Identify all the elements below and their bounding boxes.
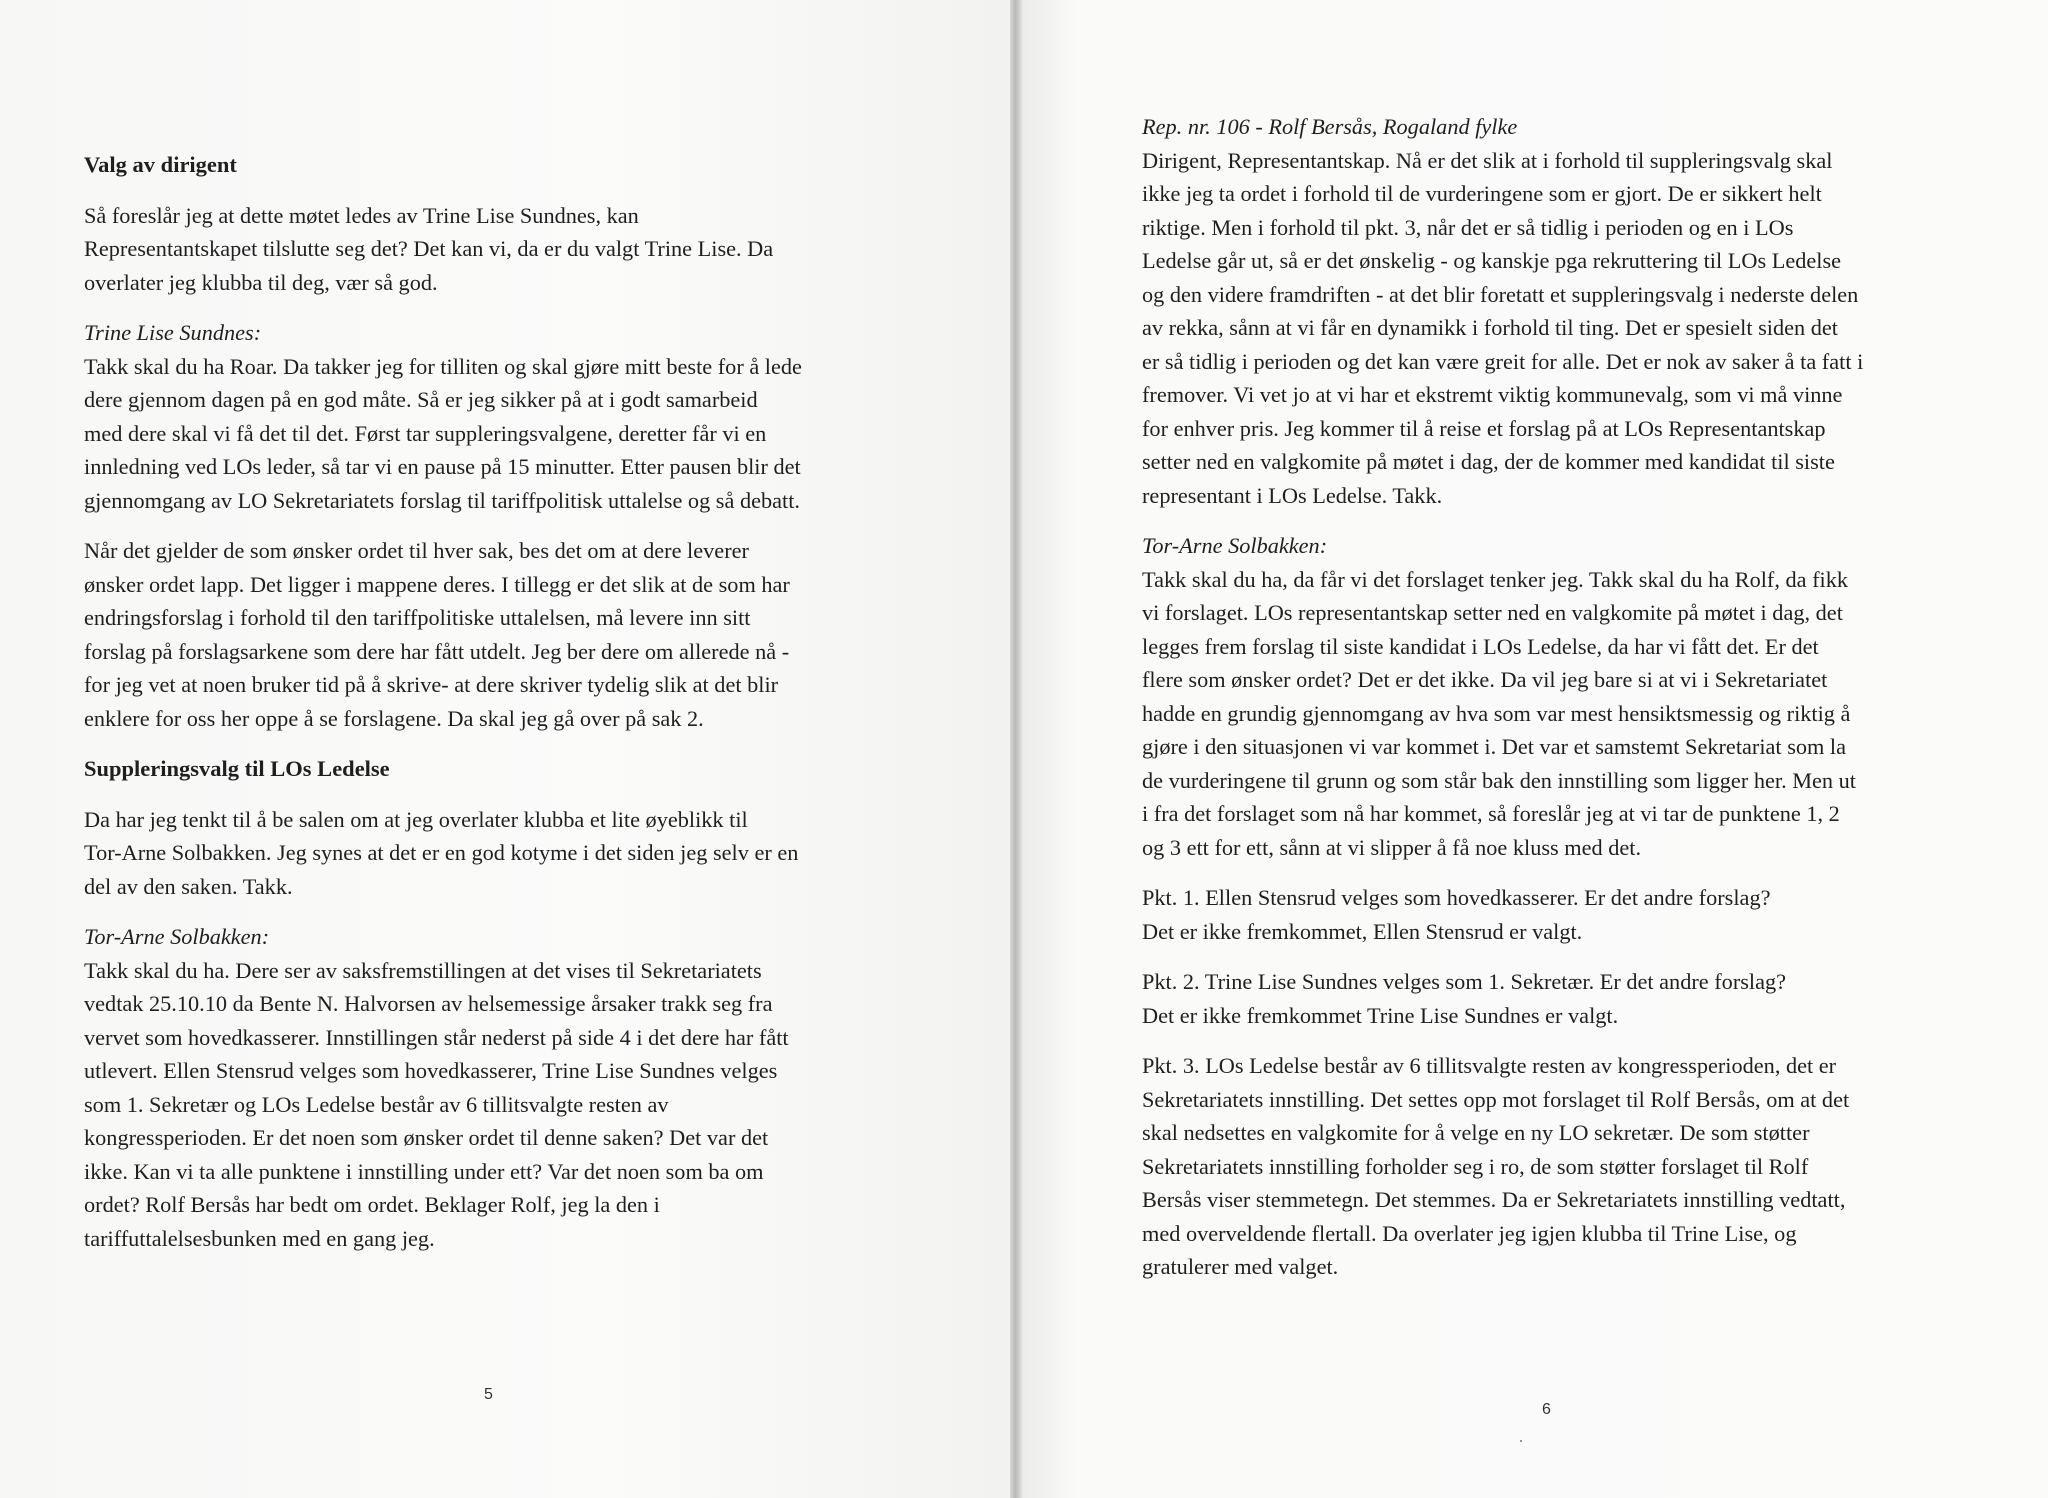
speaker-name: Trine Lise Sundnes: [84,320,262,345]
paragraph: Pkt. 2. Trine Lise Sundnes velges som 1. Sekretær. Er det andre forslag? Det er ikke fremkommet Trine Lise Sundnes er valgt. [1142,969,1787,1028]
right-page-text [1142,110,1972,1301]
left-page [0,0,1014,1498]
paragraph: Pkt. 1. Ellen Stensrud velges som hovedkasserer. Er det andre forslag? Det er ikke fremkommet, Ellen Stensrud er valgt. [1142,885,1771,944]
speaker-name: Tor-Arne Solbakken: [1142,533,1328,558]
speaker-block [84,920,916,1255]
paragraph: Pkt. 3. LOs Ledelse består av 6 tillitsvalgte resten av kongressperioden, det er Sekretariatets innstilling. Det settes opp mot forslaget til Rolf Bersås, om at det skal nedsettes en valgkomite for å velge en ny LO sekretær. De som støtter Sekretariatets innstilling forholder seg i ro, de som støtter forslaget til Rolf Bersås viser stemmetegn. Det stemmes. Da er Sekretariatets innstilling vedtatt, med overveldende flertall. Da overlater jeg igjen klubba til Trine Lise, og gratulerer med valget. [1142,1053,1850,1279]
speaker-block [84,316,916,517]
heading-valg-av-dirigent: Valg av dirigent [84,152,237,177]
speaker-name: Tor-Arne Solbakken: [84,924,270,949]
paragraph: Takk skal du ha. Dere ser av saksfremstillingen at det vises til Sekretariatets vedtak 25.10.10 da Bente N. Halvorsen av helsemessige årsaker trakk seg fra vervet som hovedkasserer. Innstillingen står nederst på side 4 i det dere har fått utlevert. Ellen Stensrud velges som hovedkasserer, Trine Lise Sundnes velges som 1. Sekretær og LOs Ledelse består av 6 tillitsvalgte resten av kongressperioden. Er det noen som ønsker ordet til denne saken? Det var det ikke. Kan vi ta alle punktene i innstilling under ett? Var det noen som ba om ordet? Rolf Bersås har bedt om ordet. Beklager Rolf, jeg la den i tariffuttalelsesbunken med en gang jeg. [84,957,789,1251]
speaker-block [1142,529,1972,864]
paragraph: Takk skal du ha Roar. Da takker jeg for tilliten og skal gjøre mitt beste for å lede dere gjennom dagen på en god måte. Så er jeg sikker på at i godt samarbeid med dere skal vi få det til det. Først tar suppleringsvalgene, deretter får vi en innledning ved LOs leder, så tar vi en pause på 15 minutter. Etter pausen blir det gjennomgang av LO Sekretariatets forslag til tariffpolitisk uttalelse og så debatt. [84,353,802,513]
scan-speck [1520,1440,1522,1442]
page-number: 6 [1542,1401,1551,1418]
book-gutter [1010,0,1022,1498]
paragraph: Når det gjelder de som ønsker ordet til hver sak, bes det om at dere leverer ønsker ordet lapp. Det ligger i mappene deres. I tillegg er det slik at de som har endringsforslag i forhold til den tariffpolitiske uttalelsen, må levere inn sitt forslag på forslagsarkene som dere har fått utdelt. Jeg ber dere om allerede nå - for jeg vet at noen bruker tid på å skrive- at dere skriver tydelig slik at det blir enklere for oss her oppe å se forslagene. Da skal jeg gå over på sak 2. [84,538,790,731]
page-number: 5 [484,1386,493,1403]
paragraph: Da har jeg tenkt til å be salen om at jeg overlater klubba et lite øyeblikk til Tor-Arne Solbakken. Jeg synes at det er en god kotyme i det siden jeg selv er en del av den saken. Takk. [84,806,799,899]
paragraph: Takk skal du ha, da får vi det forslaget tenker jeg. Takk skal du ha Rolf, da fikk vi forslaget. LOs representantskap setter ned en valgkomite på møtet i dag, det legges frem forslag til siste kandidat i LOs Ledelse, da har vi fått det. Er det flere som ønsker ordet? Det er det ikke. Da vil jeg bare si at vi i Sekretariatet hadde en grundig gjennomgang av hva som var mest hensiktsmessig og riktig å gjøre i den situasjonen vi var kommet i. Det var et samstemt Sekretariat som la de vurderingene til grunn og som står bak den innstilling som ligger her. Men ut i fra det forslaget som nå har kommet, så foreslår jeg at vi tar de punktene 1, 2 og 3 ett for ett, sånn at vi slipper å få noe kluss med det. [1142,566,1857,860]
paragraph: Så foreslår jeg at dette møtet ledes av Trine Lise Sundnes, kan Representantskapet tilslutte seg det? Det kan vi, da er du valgt Trine Lise. Da overlater jeg klubba til deg, vær så god. [84,202,774,295]
speaker-block [1142,110,1972,512]
speaker-name: Rep. nr. 106 - Rolf Bersås, Rogaland fylke [1142,114,1518,139]
left-page-text [84,148,916,1272]
paragraph: Dirigent, Representantskap. Nå er det slik at i forhold til suppleringsvalg skal ikke jeg ta ordet i forhold til de vurderingene som er gjort. De er sikkert helt riktige. Men i forhold til pkt. 3, når det er så tidlig i perioden og en i LOs Ledelse går ut, så er det ønskelig - og kanskje pga rekruttering til LOs Ledelse og den videre framdriften - at det blir foretatt et suppleringsvalg i nederste delen av rekka, sånn at vi får en dynamikk i forhold til ting. Det er spesielt siden det er så tidlig i perioden og det kan være greit for alle. Det er nok av saker å ta fatt i fremover. Vi vet jo at vi har et ekstremt viktig kommunevalg, som vi må vinne for enhver pris. Jeg kommer til å reise et forslag på at LOs Representantskap setter ned en valgkomite på møtet i dag, der de kommer med kandidat til siste representant i LOs Ledelse. Takk. [1142,147,1864,508]
heading-suppleringsvalg: Suppleringsvalg til LOs Ledelse [84,756,390,781]
